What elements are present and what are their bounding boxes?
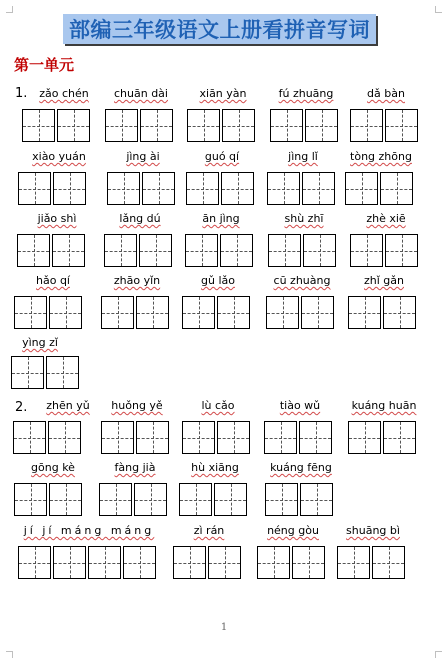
- writing-cell[interactable]: [52, 234, 85, 267]
- word-item: [101, 274, 173, 334]
- writing-cell[interactable]: [53, 172, 86, 205]
- pinyin-label: jìng ài: [126, 150, 160, 163]
- writing-grid[interactable]: [173, 546, 243, 579]
- word-item: [17, 212, 89, 272]
- word-item: [267, 150, 339, 210]
- writing-grid[interactable]: [182, 421, 252, 454]
- pinyin-label: ān jìng: [202, 212, 240, 225]
- pinyin-label: lǎng dú: [119, 212, 161, 225]
- writing-cell[interactable]: [99, 483, 132, 516]
- writing-cell[interactable]: [173, 546, 206, 579]
- pinyin-label: lù cǎo: [201, 399, 235, 412]
- writing-cell[interactable]: [292, 546, 325, 579]
- word-item: [337, 524, 409, 584]
- corner-mark: [435, 651, 442, 658]
- writing-cell[interactable]: [101, 296, 134, 329]
- writing-cell[interactable]: [380, 172, 413, 205]
- word-item: [182, 399, 254, 459]
- writing-cell[interactable]: [88, 546, 121, 579]
- word-item: [101, 399, 173, 459]
- section-number: 2.: [15, 400, 28, 415]
- writing-cell[interactable]: [185, 234, 218, 267]
- word-item: [18, 150, 90, 210]
- word-item: [99, 461, 171, 521]
- writing-cell[interactable]: [14, 296, 47, 329]
- pinyin-label: fú zhuāng: [278, 87, 334, 100]
- word-item: [345, 150, 417, 210]
- word-item: [350, 87, 422, 147]
- page-number: 1: [220, 622, 228, 633]
- word-item: [18, 524, 160, 584]
- writing-cell[interactable]: [134, 483, 167, 516]
- pinyin-label: zǎo chén: [39, 87, 89, 100]
- word-item: [186, 150, 258, 210]
- writing-cell[interactable]: [140, 109, 173, 142]
- word-item: [268, 212, 340, 272]
- writing-cell[interactable]: [264, 421, 297, 454]
- pinyin-label: gōng kè: [31, 461, 75, 474]
- writing-cell[interactable]: [217, 421, 250, 454]
- pinyin-label: xiào yuán: [32, 150, 86, 163]
- pinyin-label: zhè xiē: [366, 212, 406, 225]
- pinyin-label: shù zhī: [284, 212, 324, 225]
- pinyin-label: jiǎo shì: [37, 212, 77, 225]
- writing-grid[interactable]: [101, 296, 171, 329]
- writing-grid[interactable]: [265, 483, 335, 516]
- word-item: [348, 399, 420, 459]
- pinyin-label: huǒng yě: [111, 399, 163, 412]
- writing-cell[interactable]: [46, 356, 79, 389]
- writing-grid[interactable]: [18, 172, 88, 205]
- writing-grid[interactable]: [345, 172, 415, 205]
- writing-cell[interactable]: [49, 483, 82, 516]
- writing-cell[interactable]: [300, 483, 333, 516]
- writing-cell[interactable]: [182, 421, 215, 454]
- writing-cell[interactable]: [136, 421, 169, 454]
- word-item: [22, 87, 94, 147]
- writing-grid[interactable]: [337, 546, 407, 579]
- writing-grid[interactable]: [257, 546, 327, 579]
- word-item: [266, 274, 338, 334]
- unit-heading: 第一单元: [14, 56, 75, 74]
- writing-grid[interactable]: [104, 234, 174, 267]
- writing-cell[interactable]: [220, 234, 253, 267]
- writing-cell[interactable]: [49, 296, 82, 329]
- writing-cell[interactable]: [179, 483, 212, 516]
- writing-cell[interactable]: [257, 546, 290, 579]
- writing-cell[interactable]: [101, 421, 134, 454]
- pinyin-label: chuān dài: [114, 87, 168, 100]
- word-item: [182, 274, 254, 334]
- pinyin-label: kuáng huān: [351, 399, 417, 412]
- writing-cell[interactable]: [57, 109, 90, 142]
- writing-cell[interactable]: [53, 546, 86, 579]
- pinyin-label: hù xiāng: [191, 461, 239, 474]
- section-number: 1.: [15, 86, 28, 101]
- word-item: [265, 461, 337, 521]
- writing-cell[interactable]: [186, 172, 219, 205]
- corner-mark: [435, 6, 442, 13]
- writing-cell[interactable]: [337, 546, 370, 579]
- writing-cell[interactable]: [266, 296, 299, 329]
- pinyin-label: shuāng bì: [346, 524, 400, 537]
- writing-cell[interactable]: [350, 234, 383, 267]
- writing-cell[interactable]: [372, 546, 405, 579]
- pinyin-label: zhāo yǐn: [113, 274, 161, 287]
- writing-grid[interactable]: [17, 234, 87, 267]
- writing-grid[interactable]: [101, 421, 171, 454]
- pinyin-label: kuáng fēng: [270, 461, 332, 474]
- pinyin-label: jìng lǐ: [288, 150, 318, 163]
- writing-cell[interactable]: [222, 109, 255, 142]
- writing-cell[interactable]: [265, 483, 298, 516]
- writing-grid[interactable]: [13, 421, 83, 454]
- writing-grid[interactable]: [99, 483, 169, 516]
- writing-cell[interactable]: [14, 483, 47, 516]
- word-item: [104, 212, 176, 272]
- writing-cell[interactable]: [123, 546, 156, 579]
- word-item: [187, 87, 259, 147]
- pinyin-label: hǎo qí: [36, 274, 70, 287]
- writing-grid[interactable]: [182, 296, 252, 329]
- pinyin-label: tiào wǔ: [279, 399, 321, 412]
- word-item: [11, 336, 83, 396]
- writing-grid[interactable]: [179, 483, 249, 516]
- word-item: [350, 212, 422, 272]
- writing-cell[interactable]: [385, 109, 418, 142]
- writing-cell[interactable]: [105, 109, 138, 142]
- writing-grid[interactable]: [266, 296, 336, 329]
- word-item: [270, 87, 342, 147]
- writing-cell[interactable]: [348, 296, 381, 329]
- writing-grid[interactable]: [14, 296, 84, 329]
- writing-grid[interactable]: [18, 546, 158, 579]
- writing-cell[interactable]: [350, 109, 383, 142]
- writing-cell[interactable]: [267, 172, 300, 205]
- pinyin-label: yìng zǐ: [22, 336, 58, 349]
- word-item: [107, 150, 179, 210]
- writing-grid[interactable]: [268, 234, 338, 267]
- writing-cell[interactable]: [142, 172, 175, 205]
- pinyin-label: néng gòu: [267, 524, 319, 537]
- pinyin-label: zhēn yǔ: [46, 399, 90, 412]
- word-item: [173, 524, 245, 584]
- writing-cell[interactable]: [48, 421, 81, 454]
- writing-cell[interactable]: [18, 172, 51, 205]
- pinyin-label: dǎ bàn: [367, 87, 405, 100]
- writing-cell[interactable]: [107, 172, 140, 205]
- writing-cell[interactable]: [385, 234, 418, 267]
- writing-cell[interactable]: [270, 109, 303, 142]
- writing-cell[interactable]: [214, 483, 247, 516]
- word-item: [13, 399, 90, 459]
- writing-cell[interactable]: [302, 172, 335, 205]
- writing-cell[interactable]: [208, 546, 241, 579]
- word-item: [179, 461, 251, 521]
- word-item: [348, 274, 420, 334]
- writing-grid[interactable]: [348, 421, 418, 454]
- writing-cell[interactable]: [11, 356, 44, 389]
- writing-grid[interactable]: [185, 234, 255, 267]
- writing-cell[interactable]: [305, 109, 338, 142]
- pinyin-label: gǔ lǎo: [201, 274, 235, 287]
- writing-grid[interactable]: [187, 109, 257, 142]
- writing-cell[interactable]: [104, 234, 137, 267]
- corner-mark: [6, 6, 13, 13]
- writing-cell[interactable]: [139, 234, 172, 267]
- word-item: [14, 461, 86, 521]
- word-item: [105, 87, 177, 147]
- writing-cell[interactable]: [13, 421, 46, 454]
- writing-grid[interactable]: [105, 109, 175, 142]
- pinyin-label: xiān yàn: [199, 87, 247, 100]
- writing-cell[interactable]: [136, 296, 169, 329]
- word-item: [257, 524, 329, 584]
- writing-grid[interactable]: [14, 483, 84, 516]
- writing-grid[interactable]: [186, 172, 256, 205]
- writing-grid[interactable]: [350, 109, 420, 142]
- page-title: 部编三年级语文上册看拼音写词: [63, 14, 376, 44]
- writing-cell[interactable]: [345, 172, 378, 205]
- writing-grid[interactable]: [270, 109, 340, 142]
- pinyin-label: cū zhuàng: [273, 274, 331, 287]
- writing-grid[interactable]: [11, 356, 81, 389]
- writing-grid[interactable]: [267, 172, 337, 205]
- writing-grid[interactable]: [348, 296, 418, 329]
- word-item: [14, 274, 86, 334]
- writing-grid[interactable]: [350, 234, 420, 267]
- writing-cell[interactable]: [383, 296, 416, 329]
- word-item: [264, 399, 336, 459]
- writing-cell[interactable]: [301, 296, 334, 329]
- corner-mark: [6, 651, 13, 658]
- writing-cell[interactable]: [268, 234, 301, 267]
- pinyin-label: zhǐ gǎn: [364, 274, 404, 287]
- pinyin-label: fàng jià: [114, 461, 156, 474]
- pinyin-label: jí jí máng máng: [23, 524, 155, 537]
- writing-cell[interactable]: [182, 296, 215, 329]
- writing-grid[interactable]: [264, 421, 334, 454]
- writing-cell[interactable]: [22, 109, 55, 142]
- pinyin-label: guó qí: [204, 150, 240, 163]
- writing-cell[interactable]: [299, 421, 332, 454]
- writing-cell[interactable]: [217, 296, 250, 329]
- writing-cell[interactable]: [18, 546, 51, 579]
- pinyin-label: zì rán: [193, 524, 225, 537]
- writing-cell[interactable]: [348, 421, 381, 454]
- writing-cell[interactable]: [383, 421, 416, 454]
- writing-cell[interactable]: [303, 234, 336, 267]
- writing-cell[interactable]: [221, 172, 254, 205]
- writing-cell[interactable]: [187, 109, 220, 142]
- writing-grid[interactable]: [107, 172, 177, 205]
- writing-cell[interactable]: [17, 234, 50, 267]
- pinyin-label: tòng zhōng: [350, 150, 412, 163]
- writing-grid[interactable]: [22, 109, 92, 142]
- word-item: [185, 212, 257, 272]
